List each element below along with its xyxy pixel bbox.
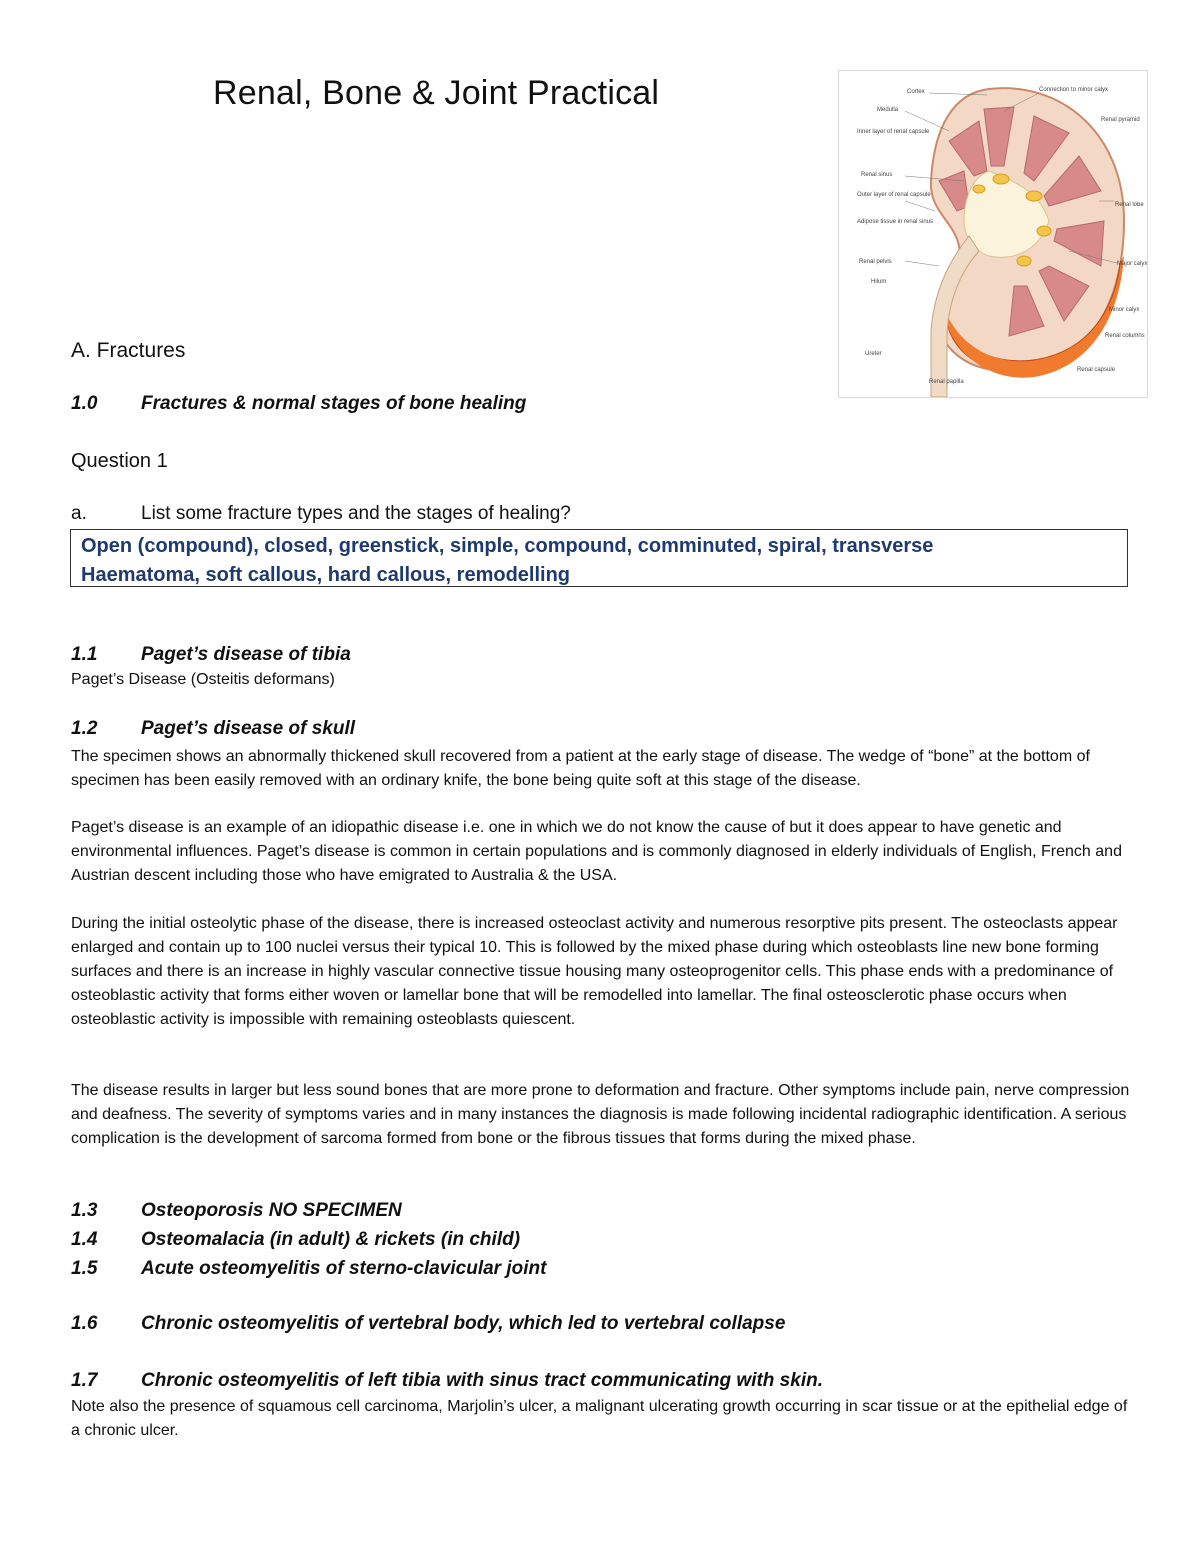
item-1-0 — [71, 393, 526, 415]
kidney-anatomy-figure — [838, 70, 1148, 398]
item-1-4 — [71, 1229, 520, 1251]
item-number: 1.6 — [71, 1313, 98, 1334]
item-title: Paget’s disease of tibia — [141, 644, 351, 665]
item-title: Fractures & normal stages of bone healing — [141, 393, 527, 414]
item-number: 1.7 — [71, 1370, 98, 1391]
label-cortex: Cortex — [907, 89, 925, 95]
item-1-1-subtitle: Paget’s Disease (Osteitis deformans) — [71, 671, 335, 688]
item-1-5 — [71, 1258, 546, 1280]
item-number: 1.4 — [71, 1229, 98, 1250]
label-renal-pyramid: Renal pyramid — [1101, 117, 1140, 123]
item-number: 1.1 — [71, 644, 98, 665]
label-adipose: Adipose tissue in renal sinus — [857, 219, 934, 225]
item-1-1 — [71, 644, 351, 666]
question-a-label: a. — [71, 503, 87, 524]
item-1-3 — [71, 1200, 402, 1222]
paragraph-specimen: The specimen shows an abnormally thickened skull recovered from a patient at the early stage of disease. The wedge of “bone” at the bottom of specimen has been easily removed with an ordinary knife, the bone being quite soft at this stage of the disease. — [71, 748, 1090, 789]
label-renal-lobe: Renal lobe — [1115, 202, 1144, 208]
paragraph-idiopathic: Paget’s disease is an example of an idiopathic disease i.e. one in which we do not know the cause of but it does appear to have genetic and environmental influences. Paget’s disease is common in certain populations and is commonly diagnosed in elderly individuals of English, French and Austrian descent including those who have emigrated to Australia & the USA. — [71, 819, 1122, 884]
note-marjolin-ulcer: Note also the presence of squamous cell carcinoma, Marjolin’s ulcer, a malignant ulcerating growth occurring in scar tissue or at the epithelial edge of a chronic ulcer. — [71, 1398, 1128, 1439]
question-a-text: List some fracture types and the stages of healing? — [141, 503, 571, 524]
item-number: 1.0 — [71, 393, 98, 414]
answer-line-healing-stages: Haematoma, soft callous, hard callous, remodelling — [81, 564, 571, 586]
item-title: Chronic osteomyelitis of vertebral body, which led to vertebral collapse — [141, 1313, 786, 1334]
item-title: Osteoporosis NO SPECIMEN — [141, 1200, 402, 1221]
paragraph-symptoms: The disease results in larger but less sound bones that are more prone to deformation and fracture. Other symptoms include pain, nerve compression and deafness. The severity of symptoms varies and in many instances the diagnosis is made following incidental radiographic identification. A serious complication is the development of sarcoma formed from bone or the fibrous tissues that forms during the mixed phase. — [71, 1082, 1130, 1147]
label-major-calyx: Major calyx — [1117, 261, 1147, 267]
label-connection: Connection to minor calyx — [1039, 87, 1109, 93]
label-renal-papilla: Renal papilla — [929, 379, 964, 385]
label-renal-capsule: Renal capsule — [1077, 367, 1116, 373]
label-hilum: Hilum — [871, 279, 887, 285]
label-renal-pelvis: Renal pelvis — [859, 259, 892, 265]
item-title: Osteomalacia (in adult) & rickets (in child) — [141, 1229, 521, 1250]
item-title: Paget’s disease of skull — [141, 718, 356, 739]
document-title: Renal, Bone & Joint Practical — [213, 74, 660, 112]
item-title: Acute osteomyelitis of sterno-clavicular joint — [141, 1258, 547, 1279]
item-1-7 — [71, 1370, 823, 1392]
label-minor-calyx: Minor calyx — [1109, 307, 1140, 313]
label-medulla: Medulla — [877, 107, 899, 113]
answer-box — [70, 529, 1128, 587]
item-1-6 — [71, 1313, 785, 1335]
answer-line-fracture-types: Open (compound), closed, greenstick, simple, compound, comminuted, spiral, transverse — [81, 535, 934, 557]
question-title: Question 1 — [71, 450, 168, 472]
item-number: 1.3 — [71, 1200, 98, 1221]
label-ureter: Ureter — [865, 351, 882, 357]
label-outer-capsule: Outer layer of renal capsule — [857, 192, 931, 198]
item-1-2 — [71, 718, 355, 740]
item-number: 1.2 — [71, 718, 98, 739]
section-heading-fractures: A. Fractures — [71, 339, 186, 362]
label-renal-sinus: Renal sinus — [861, 172, 893, 178]
label-renal-columns: Renal columns — [1105, 333, 1145, 339]
item-title: Chronic osteomyelitis of left tibia with sinus tract communicating with skin. — [141, 1370, 823, 1391]
label-inner-capsule: Inner layer of renal capsule — [857, 129, 930, 135]
item-number: 1.5 — [71, 1258, 98, 1279]
paragraph-phases: During the initial osteolytic phase of the disease, there is increased osteoclast activity and numerous resorptive pits present. The osteoclasts appear enlarged and contain up to 100 nuclei versus their typical 10. This is followed by the mixed phase during which osteoblasts line new bone forming surfaces and there is an increase in highly vascular connective tissue housing many osteoprogenitor cells. This phase ends with a predominance of osteoblastic activity that forms either woven or lamellar bone that will be remodelled into lamellar. The final osteosclerotic phase occurs when osteoblastic activity is impossible with remaining osteoblasts quiescent. — [71, 915, 1118, 1028]
question-a — [71, 503, 571, 525]
kidney-diagram — [839, 71, 1147, 397]
